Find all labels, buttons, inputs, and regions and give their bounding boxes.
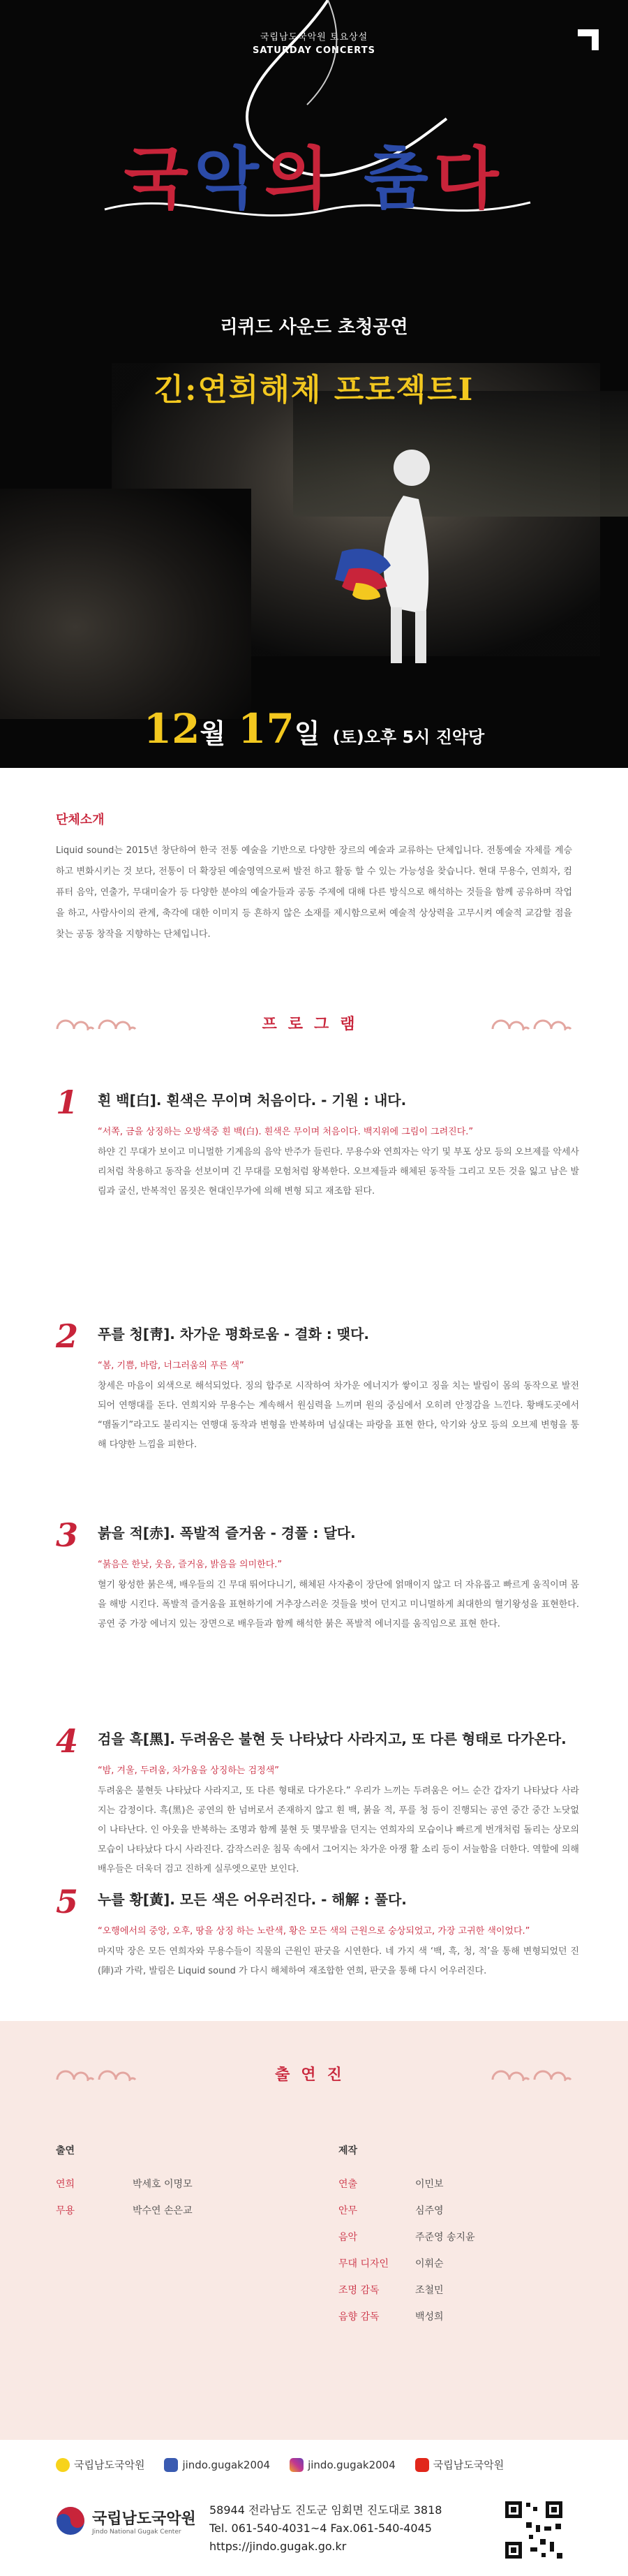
title-char: 의 <box>264 139 335 218</box>
staff-column <box>338 2143 475 2330</box>
program-item-5 <box>56 1883 579 1981</box>
staff-names: 조철민 <box>415 2285 444 2296</box>
kakaotalk-icon <box>56 2458 70 2472</box>
performer-figure <box>321 447 447 670</box>
program-item-4 <box>56 1722 579 1879</box>
staff-row <box>338 2224 475 2251</box>
footer <box>0 2440 628 2576</box>
staff-row <box>338 2251 475 2277</box>
social-youtube[interactable] <box>415 2457 504 2472</box>
program-number: 5 <box>56 1883 79 1920</box>
event-date <box>0 705 628 753</box>
org-line: 국립남도국악원 토요상설 <box>260 32 368 43</box>
social-label: jindo.gugak2004 <box>182 2458 271 2471</box>
credits-section <box>0 2021 628 2440</box>
social-label: 국립남도국악원 <box>74 2459 145 2471</box>
intro-body: Liquid sound는 2015년 창단하여 한국 전통 예술을 기반으로 다양한 장르의 예술과 교류하는 단체입니다. 전통예술 자체를 계승하고 변화시키는 것 보다, 전통이 더 확장된 예술영역으로써 발전 하고 활동 할 수 있는 가능성을 찾습니다. 현대 무용수, 연희자, 컴퓨터 음악, 연출가, 무대미술가 등 다양한 분야의 예술가들과 공동 주제에 대해 다른 방식으로 해석하는 것들을 함께 공유하며 작업을 하고, 사람사이의 관계, 축각에 대한 이미지 등 흔하지 않은 소재를 제시함으로써 예술적 상상력을 고무시켜 예술적 교감할 점을 찾는 공동 창작을 지향하는 단체입니다. <box>56 845 572 940</box>
social-kakaotalk[interactable] <box>56 2457 144 2472</box>
program-number: 1 <box>56 1083 79 1121</box>
main-title <box>0 126 628 221</box>
staff-row <box>338 2198 475 2224</box>
program-title: 흰 백[白]. 흰색은 무이며 처음이다. - 기원 : 내다. <box>98 1092 407 1109</box>
staff-names: 주준영 송지윤 <box>415 2232 475 2243</box>
cloud-pattern-left <box>56 2066 137 2081</box>
cloud-pattern-right <box>491 2066 572 2081</box>
staff-names: 이민보 <box>415 2179 444 2190</box>
address: 58944 전라남도 진도군 임회면 진도대로 3818 <box>209 2503 442 2517</box>
cast-names: 박세호 이명모 <box>133 2179 193 2190</box>
facebook-icon <box>164 2458 178 2472</box>
intro-section <box>56 810 572 945</box>
cloud-ornament-icon <box>533 2066 572 2081</box>
program-title: 검을 흑[黑]. 두려움은 불현 듯 나타났다 사라지고, 또 다른 형태로 다가온다. <box>98 1731 567 1747</box>
credits-heading: 출연진 <box>275 2066 353 2084</box>
staff-role: 무대 디자인 <box>338 2258 389 2270</box>
program-body: 두려움은 불현듯 나타났다 사라지고, 또 다른 형태로 다가온다.” 우리가 느끼는 두려움은 어느 순간 갑자기 나타났다 사라지는 감정이다. 흑(黑)은 공연의 한 넘버로서 존재하지 않고 흰 백, 붉을 적, 푸를 청 등이 진행되는 공연 중간 중간 노닷없이 나타난다. 인 아웃을 반복하는 조명과 함께 불현 듯 몇무발을 던지는 연희자의 모습이나 빠르게 번개처럼 돌리는 상모의 모습이 나타났다 다시 사라진다. 감작스러운 침묵 속에서 그어지는 차가운 아쟁 활 소리 등이 서늘함을 더한다. 역할에 의해 배우들은 더욱더 검고 진하게 실루엣으로만 보인다. <box>98 1786 579 1874</box>
program-number: 3 <box>56 1516 79 1554</box>
social-links <box>56 2457 504 2472</box>
program-body: 혈기 왕성한 붉은색, 배우들의 긴 무대 뛰어다니기, 해체된 사자춤이 장단에 얽매이지 않고 더 자유롭고 빠르게 움직이며 몸을 해방 시킨다. 폭발적 즐거움을 표현하기에 거추장스러운 것들을 벗어 던지고 미니멀하게 최대한의 혈기왕성을 표현한다. 공연 중 가장 에너지 있는 장면으로 배우들과 함께 해석한 붉은 폭발적 에너지를 움직임으로 표현 한다. <box>98 1580 579 1629</box>
date-time-venue: (토)오후 5시 진악당 <box>332 727 485 747</box>
cast-role: 연희 <box>56 2179 75 2190</box>
website-link[interactable]: https://jindo.gugak.go.kr <box>209 2540 347 2553</box>
subtitle: 리퀴드 사운드 초청공연 <box>220 317 408 338</box>
program-header-row <box>56 1012 572 1033</box>
youtube-icon <box>415 2458 429 2472</box>
qr-code-icon[interactable] <box>502 2499 565 2561</box>
program-item-1 <box>56 1083 579 1201</box>
program-item-3 <box>56 1516 579 1634</box>
social-label: 국립남도국악원 <box>433 2459 504 2471</box>
program-quote: “오행에서의 중앙, 오후, 땅을 상징 하는 노란색, 황은 모든 색의 근원으로 숭상되었고, 가장 고귀한 색이었다.” <box>98 1926 530 1937</box>
title-char: 춤 <box>364 139 434 218</box>
program-body: 하얀 긴 무대가 보이고 미니멀한 기계음의 음악 반주가 들린다. 무용수와 연희자는 악기 및 부포 상모 등의 오브제를 악세사리처럼 착용하고 동작을 선보이며 긴 무대를 모험처럼 왕복한다. 오브제들과 해체된 동작들 그리고 모든 것을 잃고 남은 발림과 굴신, 반복적인 몸짓은 현대인무가에 의해 변형 되고 재조합 된다. <box>98 1147 579 1197</box>
staff-names: 백성희 <box>415 2311 444 2323</box>
program-title: 푸를 청[靑]. 차가운 평화로움 - 결화 : 맺다. <box>98 1326 369 1342</box>
audience-silhouette <box>0 489 251 719</box>
staff-role: 음향 감독 <box>338 2311 380 2323</box>
program-quote: “붉음은 한낮, 웃음, 즐거움, 밝음을 의미한다.” <box>98 1560 283 1570</box>
org-name: 국립남도국악원 <box>92 2510 196 2528</box>
tel-fax: Tel. 061-540-4031~4 Fax.061-540-4045 <box>209 2522 432 2535</box>
program-heading: 프로그램 <box>262 1015 366 1033</box>
cast-role: 무용 <box>56 2205 75 2216</box>
program-quote: “밤, 겨울, 두려움, 차가움을 상징하는 검정색” <box>98 1766 280 1776</box>
cloud-pattern-left <box>56 1015 137 1030</box>
program-number: 4 <box>56 1722 79 1760</box>
staff-row <box>338 2171 475 2198</box>
cast-column <box>56 2143 193 2224</box>
date-month-unit: 월 <box>200 718 226 749</box>
show-title: 긴:연희해체 프로젝트Ⅰ <box>154 372 474 408</box>
cloud-ornament-icon <box>98 1015 137 1030</box>
program-body: 마지막 장은 모든 연희자와 무용수들이 직물의 근원인 판굿을 시연한다. 네 가지 색 ‘백, 흑, 청, 적’을 통해 변형되었던 진(陣)과 가락, 발림은 Liquid sound 가 다시 해체하여 재조합한 연희, 판굿을 통해 다시 어우러진다. <box>98 1946 579 1976</box>
staff-row <box>338 2277 475 2304</box>
social-label: jindo.gugak2004 <box>308 2458 396 2471</box>
intro-heading: 단체소개 <box>56 813 105 827</box>
hero-section <box>0 0 628 768</box>
staff-names: 심주영 <box>415 2205 444 2216</box>
cloud-ornament-icon <box>56 1015 95 1030</box>
program-quote: “봄, 기쁨, 바람, 너그러움의 푸른 색” <box>98 1361 244 1371</box>
cast-row <box>56 2171 193 2198</box>
staff-row <box>338 2304 475 2330</box>
staff-heading: 제작 <box>338 2145 358 2156</box>
title-char: 악 <box>194 139 264 218</box>
program-title: 붉을 적[赤]. 폭발적 즐거움 - 경풀 : 달다. <box>98 1525 356 1541</box>
title-char: 다 <box>433 139 504 218</box>
cloud-ornament-icon <box>491 2066 530 2081</box>
program-title: 누를 황[黃]. 모든 색은 어우러진다. - 해解 : 풀다. <box>98 1891 407 1908</box>
staff-role: 조명 감독 <box>338 2285 380 2296</box>
cast-row <box>56 2198 193 2224</box>
program-quote: “서쪽, 금을 상징하는 오방색중 흰 백(白). 흰색은 무이며 처음이다. 백지위에 그림이 그려진다.” <box>98 1127 474 1137</box>
staff-role: 안무 <box>338 2205 358 2216</box>
title-char <box>335 139 364 218</box>
org-logo <box>56 2506 196 2536</box>
cloud-pattern-right <box>491 1015 572 1030</box>
cloud-ornament-icon <box>491 1015 530 1030</box>
cast-heading: 출연 <box>56 2145 75 2156</box>
org-name-en: Jindo National Gugak Center <box>92 2528 181 2536</box>
social-instagram[interactable] <box>290 2458 396 2472</box>
staff-names: 이휘순 <box>415 2258 444 2270</box>
contact-info <box>209 2501 442 2556</box>
title-char: 국 <box>124 139 195 218</box>
cast-names: 박수연 손은교 <box>133 2205 193 2216</box>
taegeuk-logo-icon <box>56 2506 85 2536</box>
series-line: SATURDAY CONCERTS <box>253 45 375 56</box>
program-body: 창세은 마음이 외색으로 해석되었다. 징의 합주로 시작하여 차가운 에너지가 쌓이고 징을 치는 발림이 몸의 동작으로 발전되어 연행대를 돈다. 연희지와 무용수는 계속해서 원심력을 느끼며 원의 중심에서 오히려 안정감을 느낀다. 황배도곳에서 “맴돌기”라고도 불리지는 연행대 동작과 변형을 반복하며 넘실대는 파랑을 표현 한다, 악기와 상모 등의 오브제 변형을 통해 다양한 느낌을 피한다. <box>98 1381 579 1450</box>
credits-header-row <box>56 2063 572 2084</box>
program-item-2 <box>56 1317 579 1455</box>
cloud-ornament-icon <box>98 2066 137 2081</box>
cloud-ornament-icon <box>56 2066 95 2081</box>
staff-role: 연출 <box>338 2179 358 2190</box>
date-day: 17 <box>238 705 294 753</box>
date-day-unit: 일 <box>294 718 320 749</box>
program-number: 2 <box>56 1317 79 1355</box>
social-facebook[interactable] <box>164 2458 270 2472</box>
cloud-ornament-icon <box>533 1015 572 1030</box>
instagram-icon <box>290 2458 304 2472</box>
date-month: 12 <box>143 705 200 753</box>
staff-role: 음악 <box>338 2232 358 2243</box>
